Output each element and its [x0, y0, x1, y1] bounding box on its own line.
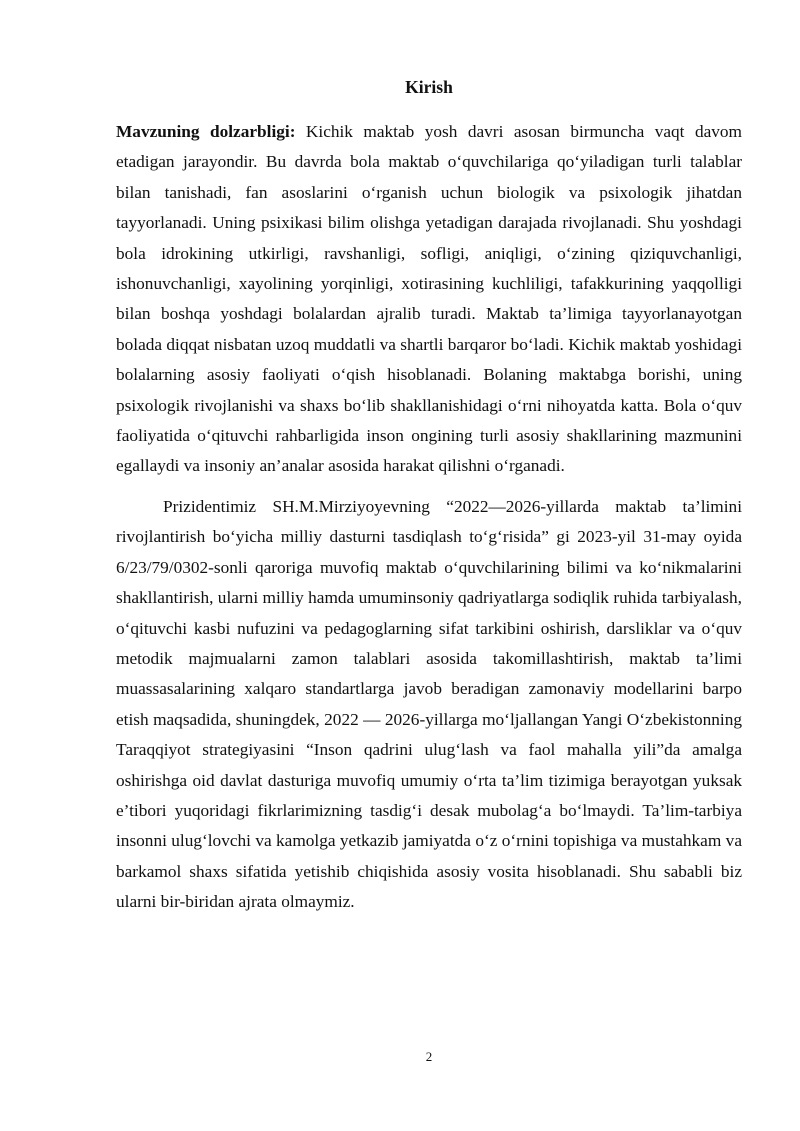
paragraph-decree: Prizidentimiz SH.M.Mirziyoyevning “2022—2026-yillarda maktab ta’limini rivojlantirish bo‘yicha milliy dasturni tasdiqlash to‘g‘risida” gi 2023-yil 31-may oyida 6/23/79/0302-sonli qaroriga muvofiq maktab o‘quvchilarining bilimi va ko‘nikmalarini shakllantirish, ularni milliy hamda umuminsoniy qadriyatlarga sodiqlik ruhida tarbiyalash, o‘qituvchi kasbi nufuzini va pedagoglarning sifat tarkibini oshirish, darsliklar va o‘quv metodik majmualarni zamon talablari asosida takomillashtirish, maktab ta’limi muassasalarining xalqaro standartlarga javob beradigan zamonaviy modellarini barpo etish maqsadida, shuningdek, 2022 — 2026-yillarga mo‘ljallangan Yangi O‘zbekistonning Taraqqiyot strategiyasini “Inson qadrini ulug‘lash va faol mahalla yili”da amalga oshirishga oid davlat dasturiga muvofiq umumiy o‘rta ta’lim tizimiga berayotgan yuksak e’tibori yuqoridagi fikrlarimizning tasdig‘i desak mubolag‘a bo‘lmaydi. Ta’lim-tarbiya insonni ulug‘lovchi va kamolga yetkazib jamiyatda o‘z o‘rnini topishiga va mustahkam va barkamol shaxs sifatida yetishib chiqishida asosiy vosita hisoblanadi. Shu sababli biz ularni bir-biridan ajrata olmaymiz.	[116, 496, 742, 912]
paragraph-relevance	[116, 117, 742, 482]
page-number: 2	[425, 1049, 433, 1064]
paragraph-text: Kichik maktab yosh davri asosan birmuncha vaqt davom etadigan jarayondir. Bu davrda bola maktab o‘quvchilariga qo‘yiladigan turli talablar bilan tanishadi, fan asoslarini o‘rganish uchun biologik va psixologik jihatdan tayyorlanadi. Uning psixikasi bilim olishga yetadigan darajada rivojlanadi. Shu yoshdagi bola idrokining utkirligi, ravshanligi, sofligi, aniqligi, o‘zining qiziquvchanligi, ishonuvchanligi, xayolining yorqinligi, xotirasining kuchliligi, tafakkurining yaqqolligi bilan boshqa yoshdagi bolalardan ajralib turadi. Maktab ta’limiga tayyorlanayotgan bolada diqqat nisbatan uzoq muddatli va shartli barqaror bo‘ladi. Kichik maktab yoshidagi bolalarning asosiy faoliyati o‘qish hisoblanadi. Bolaning maktabga borishi, uning psixologik rivojlanishi va shaxs bo‘lib shakllanishidagi o‘rni nihoyatda katta. Bola o‘quv faoliyatida o‘qituvchi rahbarligida inson ongining turli asosiy shakllarining mazmunini egallaydi va insoniy an’analar asosida harakat qilishni o‘rganadi.	[116, 122, 742, 476]
section-heading: Kirish	[405, 77, 453, 97]
document-body	[116, 117, 742, 928]
paragraph-lead: Mavzuning dolzarbligi:	[116, 122, 296, 141]
